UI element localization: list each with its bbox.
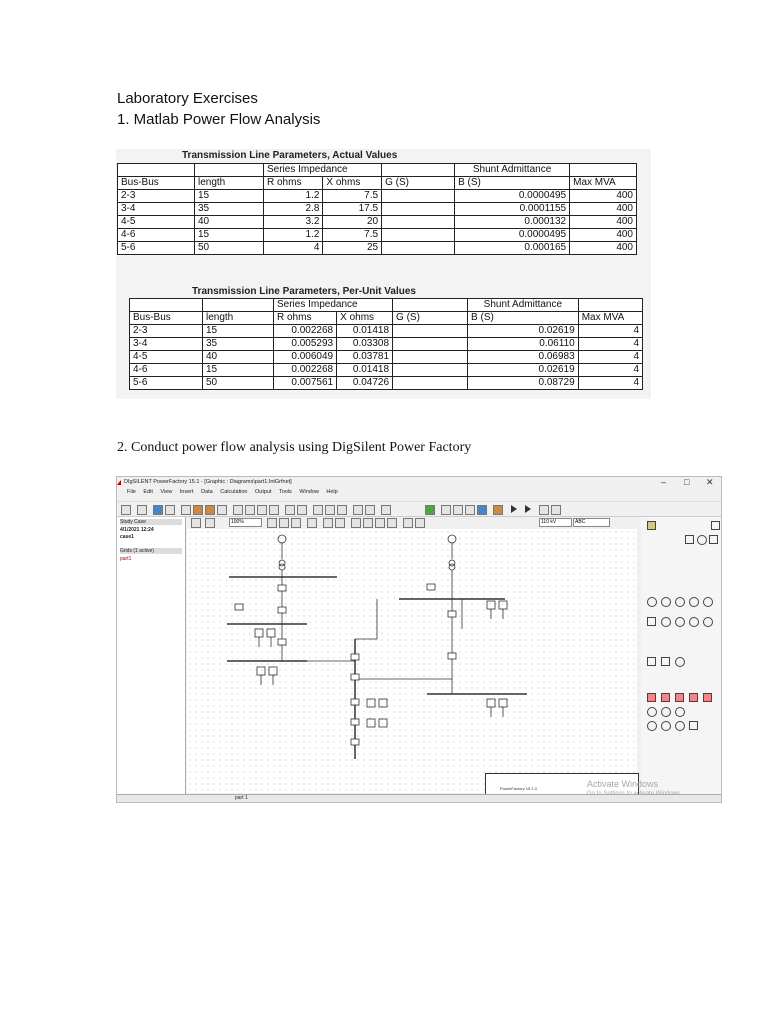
col-header: G (S) (393, 312, 468, 325)
dc-load-tool-icon[interactable] (661, 721, 671, 731)
col-header: Max MVA (578, 312, 642, 325)
step-icon[interactable] (525, 505, 531, 513)
col-header: B (S) (455, 177, 570, 190)
cell: 0.000132 (455, 216, 570, 229)
box-tool-icon[interactable] (709, 535, 718, 544)
col-header: length (195, 177, 264, 190)
stop-icon[interactable] (539, 505, 549, 515)
col-header: Max MVA (570, 177, 637, 190)
graph-icon[interactable] (351, 518, 361, 528)
minimize-button[interactable]: – (661, 477, 667, 487)
series-impedance-header: Series Impedance (274, 299, 393, 312)
cell: 400 (570, 242, 637, 255)
lab-heading: Laboratory Exercises (117, 90, 258, 107)
cell: 0.02619 (468, 364, 579, 377)
table-header-row (130, 312, 643, 325)
dialog-icon[interactable] (387, 518, 397, 528)
cell: 0.03308 (337, 338, 393, 351)
load-flow-icon[interactable] (193, 505, 203, 515)
study-case-header[interactable]: Study Case (120, 519, 182, 525)
cell: 0.005293 (274, 338, 337, 351)
cell: 20 (323, 216, 382, 229)
cell: 400 (570, 190, 637, 203)
cell: 5-6 (130, 377, 203, 390)
col-header: X ohms (337, 312, 393, 325)
generator-1-icon (278, 535, 286, 543)
menu-edit[interactable]: Edit (143, 489, 153, 495)
flag-icon[interactable] (425, 505, 435, 515)
window-title: DIgSILENT PowerFactory 15.1 - [Graphic : Diagrams\part1.IntGrfnet] (124, 479, 292, 485)
status-bar (117, 794, 721, 803)
shunt-admittance-header: Shunt Admittance (468, 299, 579, 312)
palette-icon[interactable] (647, 521, 656, 530)
play-icon[interactable] (511, 505, 517, 513)
tool-a-icon[interactable] (441, 505, 451, 515)
layer-icon[interactable] (307, 518, 317, 528)
grid-item[interactable]: part1 (120, 556, 132, 562)
cell: 7.5 (323, 229, 382, 242)
cell: 4 (264, 242, 323, 255)
table-row (130, 338, 643, 351)
cell: 400 (570, 216, 637, 229)
cell: 40 (203, 351, 274, 364)
rotate-icon[interactable] (279, 518, 289, 528)
cell: 15 (203, 364, 274, 377)
cell: 0.000165 (455, 242, 570, 255)
generator-2-icon (448, 535, 456, 543)
pv-tool-icon[interactable] (661, 617, 671, 627)
menu-help[interactable]: Help (326, 489, 338, 495)
cell: 0.0000495 (455, 229, 570, 242)
source-tool-icon[interactable] (675, 597, 685, 607)
undo-icon[interactable] (313, 505, 323, 515)
cell: 0.006049 (274, 351, 337, 364)
col-header: R ohms (264, 177, 323, 190)
cell: 2-3 (130, 325, 203, 338)
cell: 0.02619 (468, 325, 579, 338)
grid-icon[interactable] (365, 505, 375, 515)
cell (393, 325, 468, 338)
series-impedance-header: Series Impedance (264, 164, 382, 177)
digsilent-instruction: 2. Conduct power flow analysis using DigSilent Power Factory (117, 440, 472, 455)
cell (393, 351, 468, 364)
cell: 3-4 (118, 203, 195, 216)
table-row (118, 190, 637, 203)
cell: 25 (323, 242, 382, 255)
wind-tool-icon[interactable] (675, 617, 685, 627)
save-icon[interactable] (297, 505, 307, 515)
cell: 400 (570, 229, 637, 242)
grids-header[interactable]: Grids (1 active) (120, 548, 182, 554)
cell: 15 (195, 229, 264, 242)
cell: 3.2 (264, 216, 323, 229)
tool-d-icon[interactable] (477, 505, 487, 515)
breaker-tool-icon[interactable] (675, 657, 685, 667)
cell (382, 242, 455, 255)
relay-tool-icon[interactable] (647, 693, 656, 702)
activate-windows-watermark: Activate Windows (587, 779, 659, 789)
pwm-tool-icon[interactable] (675, 707, 685, 717)
cell (382, 216, 455, 229)
drawing-tools-panel (641, 517, 721, 794)
cell: 15 (195, 190, 264, 203)
cell: 17.5 (323, 203, 382, 216)
cell: 4 (578, 377, 642, 390)
voltage-level-select[interactable]: 110 kV (539, 518, 572, 527)
actual-table-caption: Transmission Line Parameters, Actual Values (182, 150, 398, 161)
cell: 15 (203, 325, 274, 338)
battery-tool-icon[interactable] (689, 617, 699, 627)
dc-machine-tool-icon[interactable] (675, 721, 685, 731)
cell: 0.04726 (337, 377, 393, 390)
tool-e-icon[interactable] (493, 505, 503, 515)
table-header-row (118, 177, 637, 190)
mirror-icon[interactable] (291, 518, 301, 528)
library-icon[interactable] (165, 505, 175, 515)
dc-breaker-tool-icon[interactable] (689, 721, 698, 730)
cell: 4-5 (130, 351, 203, 364)
cell: 4 (578, 351, 642, 364)
cell: 4 (578, 364, 642, 377)
cell: 0.06983 (468, 351, 579, 364)
col-header: length (203, 312, 274, 325)
powerfactory-logo-icon (117, 480, 121, 485)
powerfactory-screenshot (116, 476, 722, 803)
cell: 50 (195, 242, 264, 255)
zoom-icon[interactable] (191, 518, 201, 528)
cell: 2-3 (118, 190, 195, 203)
cell: 0.007561 (274, 377, 337, 390)
cell: 7.5 (323, 190, 382, 203)
col-header: R ohms (274, 312, 337, 325)
col-header: G (S) (382, 177, 455, 190)
cell: 400 (570, 203, 637, 216)
transformer-tool-icon[interactable] (647, 657, 656, 666)
col-header: B (S) (468, 312, 579, 325)
cell (382, 203, 455, 216)
cell: 0.0001155 (455, 203, 570, 216)
meter-tool-icon[interactable] (689, 693, 698, 702)
reset-icon[interactable] (551, 505, 561, 515)
palette-options-icon[interactable] (711, 521, 720, 530)
table-row (130, 325, 643, 338)
new-icon[interactable] (121, 505, 131, 515)
cell: 0.03781 (337, 351, 393, 364)
fuse-tool-icon[interactable] (703, 693, 712, 702)
cell: 40 (195, 216, 264, 229)
tables-screenshot (116, 149, 651, 399)
rectangle-tool-icon[interactable] (685, 535, 694, 544)
sigma-icon[interactable] (363, 518, 373, 528)
cell: 0.06110 (468, 338, 579, 351)
phase-select[interactable]: ABC (573, 518, 610, 527)
single-line-diagram-canvas[interactable] (187, 529, 637, 793)
svc-tool-icon[interactable] (647, 707, 657, 717)
open-icon[interactable] (137, 505, 147, 515)
cut-icon[interactable] (415, 518, 425, 528)
cell: 35 (195, 203, 264, 216)
cell: 1.2 (264, 229, 323, 242)
text-icon[interactable] (323, 518, 333, 528)
print-icon[interactable] (285, 505, 295, 515)
statcom-tool-icon[interactable] (661, 707, 671, 717)
main-toolbar (117, 501, 721, 517)
title-block-text: PowerFactory 15.1.0 (500, 786, 537, 791)
tool-b-icon[interactable] (453, 505, 463, 515)
table-row (130, 377, 643, 390)
short-circuit-icon[interactable] (205, 505, 215, 515)
pu-table-caption: Transmission Line Parameters, Per-Unit Values (192, 286, 416, 297)
cell: 4-6 (130, 364, 203, 377)
table-row (130, 351, 643, 364)
close-button[interactable]: ✕ (706, 477, 714, 487)
cell: 0.0000495 (455, 190, 570, 203)
cell (393, 338, 468, 351)
cell: 0.002268 (274, 364, 337, 377)
cell (393, 377, 468, 390)
results-icon[interactable] (217, 505, 227, 515)
matlab-subheading: 1. Matlab Power Flow Analysis (117, 111, 321, 128)
paste-icon[interactable] (269, 505, 279, 515)
col-header: Bus-Bus (118, 177, 195, 190)
dc-source-tool-icon[interactable] (647, 721, 657, 731)
menu-output[interactable]: Output (254, 489, 272, 495)
refresh-icon[interactable] (337, 505, 347, 515)
table-row (118, 229, 637, 242)
table-row (118, 216, 637, 229)
col-header: X ohms (323, 177, 382, 190)
generator-tool-icon[interactable] (647, 597, 657, 607)
per-unit-values-table (129, 298, 643, 390)
menu-window[interactable]: Window (299, 489, 319, 495)
menu-view[interactable]: View (160, 489, 173, 495)
static-gen-tool-icon[interactable] (647, 617, 656, 626)
table-icon[interactable] (335, 518, 345, 528)
data-manager-icon[interactable] (153, 505, 163, 515)
three-winding-tool-icon[interactable] (661, 657, 670, 666)
shunt-admittance-header: Shunt Admittance (455, 164, 570, 177)
motor-tool-icon[interactable] (661, 597, 671, 607)
cell: 4-5 (118, 216, 195, 229)
cell: 0.01418 (337, 325, 393, 338)
cell: 0.01418 (337, 364, 393, 377)
load-tool-icon[interactable] (689, 597, 699, 607)
settings-icon[interactable] (353, 505, 363, 515)
zoom-level-select[interactable]: 100% (229, 518, 262, 527)
study-case-time[interactable]: 4/1/2021 12:24 (120, 527, 154, 533)
cell: 0.08729 (468, 377, 579, 390)
report-icon[interactable] (233, 505, 243, 515)
pan-icon[interactable] (205, 518, 215, 528)
study-case-icon[interactable] (181, 505, 191, 515)
table-row (118, 242, 637, 255)
menu-data[interactable]: Data (201, 489, 213, 495)
tab-part1[interactable]: part 1 (235, 795, 248, 801)
project-tree (117, 517, 186, 794)
menu-file[interactable]: File (127, 489, 136, 495)
maximize-button[interactable]: □ (684, 477, 690, 487)
cell (382, 190, 455, 203)
cell: 0.002268 (274, 325, 337, 338)
menu-calculation[interactable]: Calculation (220, 489, 248, 495)
window-icon[interactable] (381, 505, 391, 515)
study-case-name[interactable]: case1 (120, 534, 134, 540)
actual-values-table (117, 163, 637, 255)
cell: 50 (203, 377, 274, 390)
cell: 4-6 (118, 229, 195, 242)
circle-tool-icon[interactable] (697, 535, 707, 545)
diagram-toolbar (187, 517, 637, 528)
select-icon[interactable] (267, 518, 277, 528)
table-row (130, 364, 643, 377)
cell: 1.2 (264, 190, 323, 203)
cell: 2.8 (264, 203, 323, 216)
table-row (118, 203, 637, 216)
freeze-icon[interactable] (375, 518, 385, 528)
cell (393, 364, 468, 377)
menu-insert[interactable]: Insert (179, 489, 194, 495)
shunt-tool-icon[interactable] (703, 597, 713, 607)
cell: 35 (203, 338, 274, 351)
cell: 5-6 (118, 242, 195, 255)
vt-tool-icon[interactable] (675, 693, 684, 702)
menu-tools[interactable]: Tools (278, 489, 292, 495)
filter-tool-icon[interactable] (703, 617, 713, 627)
delete-icon[interactable] (403, 518, 413, 528)
cell: 3-4 (130, 338, 203, 351)
cell: 4 (578, 338, 642, 351)
single-line-diagram (187, 529, 637, 793)
cell: 4 (578, 325, 642, 338)
cell (382, 229, 455, 242)
tool-c-icon[interactable] (465, 505, 475, 515)
col-header: Bus-Bus (130, 312, 203, 325)
menu-bar (117, 489, 721, 498)
edit-icon[interactable] (245, 505, 255, 515)
redo-icon[interactable] (325, 505, 335, 515)
copy-icon[interactable] (257, 505, 267, 515)
ct-tool-icon[interactable] (661, 693, 670, 702)
